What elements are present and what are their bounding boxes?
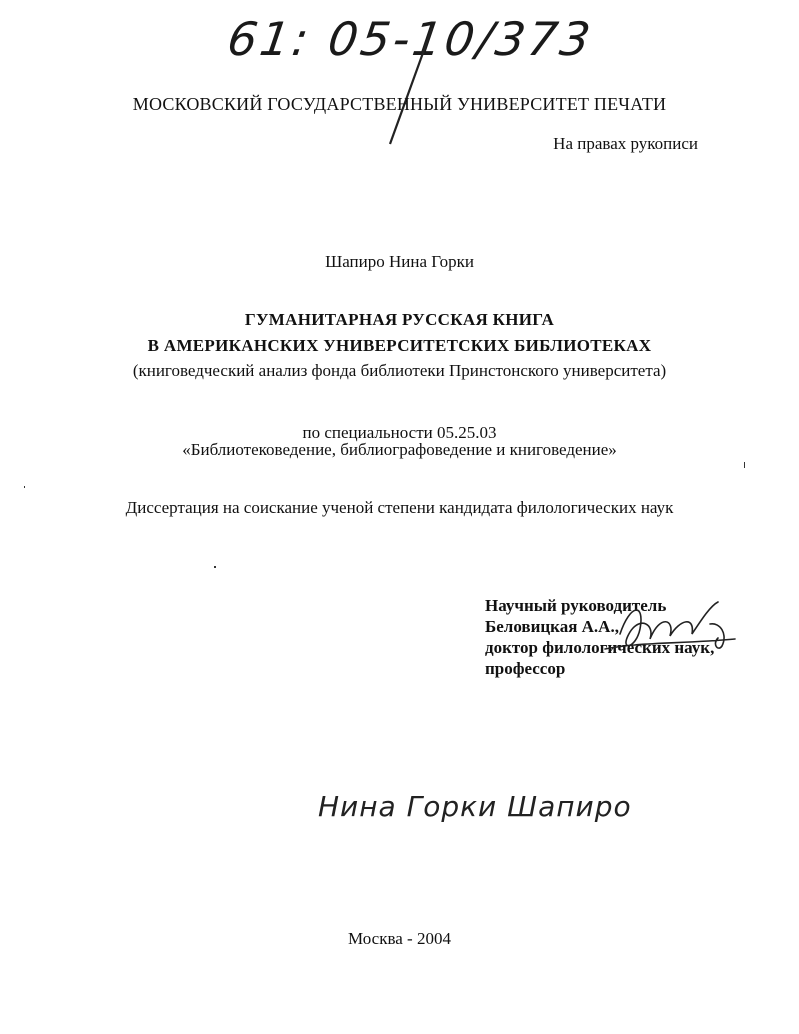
author-handwritten-signature: Нина Горки Шапиро	[318, 790, 632, 823]
advisor-title: профессор	[485, 659, 566, 678]
scan-speck	[24, 486, 25, 488]
title-line-1: ГУМАНИТАРНАЯ РУССКАЯ КНИГА	[244, 310, 555, 329]
advisor-degree: доктор филологических наук,	[485, 638, 715, 657]
degree-statement: Диссертация на соискание ученой степени кандидата филологических наук	[125, 498, 674, 517]
archive-slash-mark	[380, 26, 440, 146]
rights-note: На правах рукописи	[553, 134, 698, 153]
advisor-role: Научный руководитель	[485, 596, 667, 615]
scan-speck	[214, 566, 216, 568]
city-year: Москва - 2004	[348, 929, 451, 948]
scan-speck	[744, 462, 745, 468]
specialty-code: по специальности 05.25.03	[302, 423, 497, 442]
subtitle: (книговедческий анализ фонда библиотеки Принстонского университета)	[132, 361, 667, 380]
title-line-2: В АМЕРИКАНСКИХ УНИВЕРСИТЕТСКИХ БИБЛИОТЕКАХ	[147, 336, 652, 355]
advisor-name: Беловицкая А.А.,	[485, 617, 619, 636]
specialty-name: «Библиотековедение, библиографоведение и книговедение»	[182, 440, 617, 459]
university-name: МОСКОВСКИЙ ГОСУДАРСТВЕННЫЙ УНИВЕРСИТЕТ ПЕЧАТИ	[132, 94, 667, 114]
advisor-signature	[600, 594, 740, 664]
author-name: Шапиро Нина Горки	[325, 252, 474, 271]
archive-code: 61: 05-10/373	[224, 12, 597, 66]
